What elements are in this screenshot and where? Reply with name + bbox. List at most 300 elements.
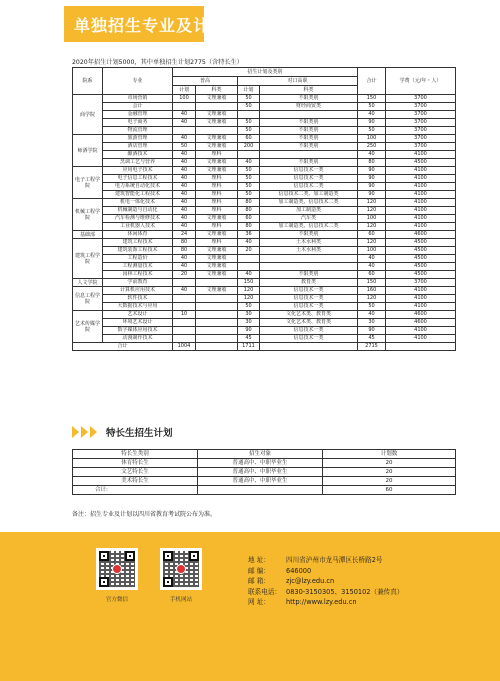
gz-plan-cell: 40 bbox=[173, 207, 196, 215]
special-table-body bbox=[73, 459, 456, 486]
college-cell: 建筑工程学院 bbox=[73, 239, 103, 279]
gz-plan-cell: 40 bbox=[173, 255, 196, 263]
col-college: 院系 bbox=[73, 68, 103, 95]
gz-category-cell bbox=[196, 103, 238, 111]
fee-cell: 4100 bbox=[386, 151, 456, 159]
dk-category-cell: 土木水利类 bbox=[260, 239, 358, 247]
table-row bbox=[73, 151, 456, 159]
total-cell: 60 bbox=[358, 231, 386, 239]
dk-category-cell: 土木水利类 bbox=[260, 247, 358, 255]
gz-plan-cell: 40 bbox=[173, 151, 196, 159]
fee-cell: 4600 bbox=[386, 231, 456, 239]
table-row bbox=[73, 95, 456, 103]
contact-line bbox=[248, 586, 403, 597]
special-col-category: 特长生类别 bbox=[73, 450, 198, 459]
dk-category-cell: 教育类 bbox=[260, 279, 358, 287]
dk-plan-cell bbox=[238, 111, 260, 119]
gz-plan-cell: 40 bbox=[173, 175, 196, 183]
gz-plan-cell: 40 bbox=[173, 135, 196, 143]
fee-cell: 4100 bbox=[386, 175, 456, 183]
table-row bbox=[73, 477, 456, 486]
table-row bbox=[73, 311, 456, 319]
major-cell: 酒店管理 bbox=[103, 143, 173, 151]
table-row bbox=[73, 111, 456, 119]
dk-plan-cell: 30 bbox=[238, 311, 260, 319]
dk-category-cell: 不限类别 bbox=[260, 127, 358, 135]
major-cell: 数字媒体应用技术 bbox=[103, 327, 173, 335]
dk-category-cell: 文化艺术类、教育类 bbox=[260, 319, 358, 327]
fee-cell: 4600 bbox=[386, 319, 456, 327]
major-cell: 环境艺术设计 bbox=[103, 319, 173, 327]
table-row bbox=[73, 167, 456, 175]
dk-category-cell: 加工制造类、信息技术二类 bbox=[260, 199, 358, 207]
fee-cell: 3700 bbox=[386, 127, 456, 135]
gz-plan-cell: 24 bbox=[173, 231, 196, 239]
table-row bbox=[73, 327, 456, 335]
gz-plan-cell: 40 bbox=[173, 191, 196, 199]
col-dk-cat: 科类 bbox=[260, 86, 358, 95]
gz-category-cell bbox=[196, 303, 238, 311]
contact-value: 646000 bbox=[286, 566, 312, 575]
total-cell: 45 bbox=[358, 335, 386, 343]
dk-category-cell: 不限类别 bbox=[260, 271, 358, 279]
major-cell: 酿酒技术 bbox=[103, 151, 173, 159]
college-cell: 商学院 bbox=[73, 95, 103, 135]
contact-info bbox=[248, 554, 403, 607]
dk-plan-cell: 50 bbox=[238, 191, 260, 199]
total-cell: 60 bbox=[358, 271, 386, 279]
gz-category-cell: 文理兼收 bbox=[196, 119, 238, 127]
major-cell: 工业机器人技术 bbox=[103, 223, 173, 231]
major-cell: 动漫制作技术 bbox=[103, 335, 173, 343]
chevron-arrows-icon bbox=[72, 426, 100, 438]
dk-plan-cell: 40 bbox=[238, 239, 260, 247]
major-cell: 计算机应用技术 bbox=[103, 287, 173, 295]
dk-category-cell: 信息技术一类 bbox=[260, 175, 358, 183]
total-cell: 50 bbox=[358, 103, 386, 111]
gz-category-cell: 文理兼收 bbox=[196, 95, 238, 103]
special-col-target: 招生对象 bbox=[198, 450, 323, 459]
mobile-site-qr-code bbox=[160, 548, 202, 590]
table-row bbox=[73, 335, 456, 343]
dk-plan-cell: 45 bbox=[238, 335, 260, 343]
col-total: 合计 bbox=[358, 68, 386, 95]
dk-plan-cell bbox=[238, 255, 260, 263]
table-row bbox=[73, 143, 456, 151]
total-cell: 40 bbox=[358, 311, 386, 319]
gz-category-cell bbox=[196, 311, 238, 319]
gz-plan-cell: 100 bbox=[173, 95, 196, 103]
major-cell: 休闲体育 bbox=[103, 231, 173, 239]
dk-category-cell: 汽车类 bbox=[260, 215, 358, 223]
sum-empty-cell bbox=[260, 343, 358, 351]
dk-category-cell: 信息技术一类 bbox=[260, 295, 358, 303]
contact-key: 邮 箱： bbox=[248, 577, 270, 585]
fee-cell: 3700 bbox=[386, 103, 456, 111]
special-plan-table bbox=[72, 449, 456, 495]
major-cell: 建筑智能化工程技术 bbox=[103, 191, 173, 199]
dk-plan-cell: 80 bbox=[238, 207, 260, 215]
dk-category-cell: 信息技术一类 bbox=[260, 167, 358, 175]
total-cell: 40 bbox=[358, 255, 386, 263]
table-row bbox=[73, 183, 456, 191]
total-cell: 100 bbox=[358, 135, 386, 143]
table-row bbox=[73, 159, 456, 167]
table-row bbox=[73, 263, 456, 271]
fee-cell: 3700 bbox=[386, 95, 456, 103]
table-row bbox=[73, 127, 456, 135]
special-category-cell: 体育特长生 bbox=[73, 459, 198, 468]
wechat-qr-code bbox=[96, 548, 138, 590]
contact-value[interactable]: http://www.lzy.edu.cn bbox=[286, 598, 357, 606]
table-row bbox=[73, 459, 456, 468]
major-cell: 金融管理 bbox=[103, 111, 173, 119]
special-count-cell: 20 bbox=[323, 477, 456, 486]
dk-plan-cell bbox=[238, 263, 260, 271]
gz-plan-cell bbox=[173, 103, 196, 111]
gz-category-cell: 文理兼收 bbox=[196, 135, 238, 143]
col-plan-group: 招生计划及类别 bbox=[173, 68, 358, 77]
major-cell: 艺术设计 bbox=[103, 311, 173, 319]
dk-plan-cell: 20 bbox=[238, 247, 260, 255]
dk-plan-cell bbox=[238, 151, 260, 159]
col-gz-plan: 计划 bbox=[173, 86, 196, 95]
major-cell: 学前教育 bbox=[103, 279, 173, 287]
col-major: 专业 bbox=[103, 68, 173, 95]
contact-value: zjc@lzy.edu.cn bbox=[286, 577, 335, 585]
dk-category-cell: 不限类别 bbox=[260, 95, 358, 103]
fee-cell: 4500 bbox=[386, 263, 456, 271]
mobile-site-qr-label: 手机网站 bbox=[169, 597, 192, 603]
total-cell: 40 bbox=[358, 151, 386, 159]
dk-category-cell: 信息技术二类、加工制造类 bbox=[260, 191, 358, 199]
major-cell: 软件技术 bbox=[103, 295, 173, 303]
sum-empty-cell bbox=[386, 343, 456, 351]
major-cell: 机械制造与自动化 bbox=[103, 207, 173, 215]
gz-category-cell bbox=[196, 319, 238, 327]
fee-cell: 4500 bbox=[386, 159, 456, 167]
college-cell: 电子工程学院 bbox=[73, 167, 103, 199]
total-cell: 150 bbox=[358, 279, 386, 287]
special-sum-empty bbox=[198, 486, 323, 495]
gz-category-cell: 理科 bbox=[196, 207, 238, 215]
fee-cell: 4100 bbox=[386, 327, 456, 335]
gz-category-cell bbox=[196, 279, 238, 287]
fee-cell: 3700 bbox=[386, 279, 456, 287]
dk-category-cell: 不限类别 bbox=[260, 119, 358, 127]
dk-plan-cell: 50 bbox=[238, 175, 260, 183]
total-cell: 90 bbox=[358, 167, 386, 175]
gz-plan-cell bbox=[173, 335, 196, 343]
gz-category-cell: 文理兼收 bbox=[196, 287, 238, 295]
major-cell: 电子商务 bbox=[103, 119, 173, 127]
gz-category-cell: 文理兼收 bbox=[196, 159, 238, 167]
gz-plan-cell bbox=[173, 295, 196, 303]
fee-cell: 4100 bbox=[386, 167, 456, 175]
table-row bbox=[73, 239, 456, 247]
table-row bbox=[73, 135, 456, 143]
special-sum-row bbox=[73, 486, 456, 495]
table-row bbox=[73, 247, 456, 255]
dk-category-cell bbox=[260, 255, 358, 263]
plan-sum-row bbox=[73, 343, 456, 351]
total-cell: 40 bbox=[358, 111, 386, 119]
gz-category-cell: 理科 bbox=[196, 239, 238, 247]
dk-plan-cell: 120 bbox=[238, 295, 260, 303]
special-count-cell: 20 bbox=[323, 468, 456, 477]
gz-category-cell: 文理兼收 bbox=[196, 167, 238, 175]
total-cell: 80 bbox=[358, 159, 386, 167]
major-cell: 电子信息工程技术 bbox=[103, 175, 173, 183]
special-title: 特长生招生计划 bbox=[106, 428, 173, 439]
gz-category-cell: 文理兼收 bbox=[196, 215, 238, 223]
dk-plan-cell: 50 bbox=[238, 167, 260, 175]
table-row bbox=[73, 271, 456, 279]
contact-line bbox=[248, 554, 403, 565]
total-cell: 90 bbox=[358, 175, 386, 183]
plan-table-body bbox=[73, 95, 456, 343]
table-row bbox=[73, 303, 456, 311]
table-row bbox=[73, 191, 456, 199]
gz-category-cell: 文理兼收 bbox=[196, 271, 238, 279]
special-category-cell: 美术特长生 bbox=[73, 477, 198, 486]
col-gz-cat: 科类 bbox=[196, 86, 238, 95]
table-row bbox=[73, 215, 456, 223]
major-cell: 烹调工艺与营养 bbox=[103, 159, 173, 167]
gz-category-cell bbox=[196, 327, 238, 335]
total-cell: 150 bbox=[358, 95, 386, 103]
table-row bbox=[73, 207, 456, 215]
sum-empty-cell bbox=[196, 343, 238, 351]
dk-plan-cell: 50 bbox=[238, 119, 260, 127]
fee-cell: 4600 bbox=[386, 311, 456, 319]
dk-plan-cell: 60 bbox=[238, 135, 260, 143]
table-row bbox=[73, 287, 456, 295]
dk-plan-cell: 90 bbox=[238, 327, 260, 335]
special-target-cell: 普通高中、中职毕业生 bbox=[198, 477, 323, 486]
dk-plan-cell: 36 bbox=[238, 231, 260, 239]
dk-plan-cell: 50 bbox=[238, 103, 260, 111]
gz-category-cell: 理科 bbox=[196, 199, 238, 207]
wechat-qr-label: 官方微信 bbox=[105, 597, 128, 603]
gz-category-cell bbox=[196, 295, 238, 303]
gz-plan-cell: 40 bbox=[173, 119, 196, 127]
gz-category-cell: 理科 bbox=[196, 175, 238, 183]
major-cell: 大数据技术与应用 bbox=[103, 303, 173, 311]
gz-plan-cell: 20 bbox=[173, 271, 196, 279]
fee-cell: 4500 bbox=[386, 255, 456, 263]
col-dk-plan: 计划 bbox=[238, 86, 260, 95]
fee-cell: 4100 bbox=[386, 303, 456, 311]
fee-cell: 4100 bbox=[386, 191, 456, 199]
sum-dk-plan: 1711 bbox=[238, 343, 260, 351]
dk-plan-cell: 80 bbox=[238, 199, 260, 207]
dk-category-cell: 加工制造类 bbox=[260, 207, 358, 215]
special-sum-label: 合计: bbox=[73, 486, 198, 495]
gz-category-cell: 文理兼收 bbox=[196, 111, 238, 119]
fee-cell: 4500 bbox=[386, 247, 456, 255]
gz-plan-cell: 40 bbox=[173, 287, 196, 295]
note-text: 备注：招生专业及计划以四川省教育考试院公布为准。 bbox=[72, 511, 217, 518]
fee-cell: 4100 bbox=[386, 335, 456, 343]
fee-cell: 3700 bbox=[386, 111, 456, 119]
dk-category-cell: 信息技术一类 bbox=[260, 287, 358, 295]
gz-plan-cell bbox=[173, 319, 196, 327]
dk-plan-cell: 50 bbox=[238, 183, 260, 191]
table-row bbox=[73, 255, 456, 263]
total-cell: 120 bbox=[358, 239, 386, 247]
gz-plan-cell: 10 bbox=[173, 311, 196, 319]
gz-plan-cell: 40 bbox=[173, 183, 196, 191]
contact-line bbox=[248, 596, 403, 607]
fee-cell: 4100 bbox=[386, 183, 456, 191]
dk-plan-cell: 150 bbox=[238, 279, 260, 287]
fee-cell: 4100 bbox=[386, 287, 456, 295]
total-cell: 30 bbox=[358, 319, 386, 327]
gz-category-cell: 理科 bbox=[196, 191, 238, 199]
total-cell: 120 bbox=[358, 295, 386, 303]
special-target-cell: 普通高中、中职毕业生 bbox=[198, 468, 323, 477]
fee-cell: 4500 bbox=[386, 271, 456, 279]
table-row bbox=[73, 295, 456, 303]
gz-category-cell: 文理兼收 bbox=[196, 263, 238, 271]
college-cell: 信息工程学院 bbox=[73, 287, 103, 311]
dk-plan-cell: 40 bbox=[238, 271, 260, 279]
dk-category-cell: 信息技术一类 bbox=[260, 303, 358, 311]
special-target-cell: 普通高中、中职毕业生 bbox=[198, 459, 323, 468]
college-cell: 人文学院 bbox=[73, 279, 103, 287]
dk-plan-cell: 50 bbox=[238, 95, 260, 103]
college-cell: 艺术传媒学院 bbox=[73, 311, 103, 343]
major-cell: 会计 bbox=[103, 103, 173, 111]
contact-key: 联系电话： bbox=[248, 587, 281, 596]
total-cell: 120 bbox=[358, 207, 386, 215]
dk-plan-cell: 60 bbox=[238, 215, 260, 223]
fee-cell: 4100 bbox=[386, 207, 456, 215]
dk-category-cell: 财经商贸类 bbox=[260, 103, 358, 111]
gz-plan-cell bbox=[173, 279, 196, 287]
dk-plan-cell: 40 bbox=[238, 159, 260, 167]
major-cell: 机电一体化技术 bbox=[103, 199, 173, 207]
major-cell: 市场营销 bbox=[103, 95, 173, 103]
college-cell: 师酒学院 bbox=[73, 135, 103, 167]
table-row bbox=[73, 468, 456, 477]
dk-plan-cell: 50 bbox=[238, 303, 260, 311]
dk-plan-cell: 120 bbox=[238, 287, 260, 295]
contact-value: 四川省泸州市龙马潭区长桥路2号 bbox=[286, 556, 383, 564]
gz-plan-cell: 40 bbox=[173, 215, 196, 223]
table-row bbox=[73, 319, 456, 327]
contact-key: 网 址： bbox=[248, 598, 270, 606]
gz-plan-cell: 40 bbox=[173, 167, 196, 175]
total-cell: 90 bbox=[358, 119, 386, 127]
total-cell: 120 bbox=[358, 199, 386, 207]
dk-category-cell bbox=[260, 263, 358, 271]
fee-cell: 4100 bbox=[386, 215, 456, 223]
sum-label: 合计 bbox=[73, 343, 173, 351]
total-cell: 90 bbox=[358, 191, 386, 199]
table-row bbox=[73, 223, 456, 231]
table-row bbox=[73, 119, 456, 127]
dk-category-cell bbox=[260, 151, 358, 159]
header-title-block bbox=[64, 6, 228, 42]
gz-category-cell bbox=[196, 335, 238, 343]
sum-gz-plan: 1004 bbox=[173, 343, 196, 351]
dk-category-cell: 加工制造类、信息技术二类 bbox=[260, 223, 358, 231]
contact-value: 0830-3150305、3150102（兼传真） bbox=[286, 587, 404, 596]
dk-plan-cell: 30 bbox=[238, 319, 260, 327]
col-dk: 对口高职 bbox=[238, 77, 358, 86]
intro-text: 2020年招生计划5000，其中单独招生计划2775（含特长生） bbox=[72, 59, 243, 66]
special-sum-value: 60 bbox=[323, 486, 456, 495]
gz-category-cell: 文理兼收 bbox=[196, 143, 238, 151]
major-cell: 汽车检测与维修技术 bbox=[103, 215, 173, 223]
dk-category-cell: 不限类别 bbox=[260, 159, 358, 167]
dk-plan-cell: 200 bbox=[238, 143, 260, 151]
total-cell: 90 bbox=[358, 183, 386, 191]
total-cell: 250 bbox=[358, 143, 386, 151]
gz-plan-cell: 40 bbox=[173, 111, 196, 119]
gz-category-cell: 理科 bbox=[196, 183, 238, 191]
total-cell: 100 bbox=[358, 215, 386, 223]
gz-category-cell: 理科 bbox=[196, 151, 238, 159]
contact-key: 地 址： bbox=[248, 556, 270, 564]
gz-category-cell: 理科 bbox=[196, 223, 238, 231]
sum-total: 2715 bbox=[358, 343, 386, 351]
dk-category-cell: 信息技术一类 bbox=[260, 327, 358, 335]
contact-line bbox=[248, 575, 403, 586]
gz-plan-cell: 80 bbox=[173, 247, 196, 255]
dk-plan-cell: 50 bbox=[238, 127, 260, 135]
gz-plan-cell: 40 bbox=[173, 199, 196, 207]
col-gz: 普高 bbox=[173, 77, 238, 86]
total-cell: 90 bbox=[358, 327, 386, 335]
gz-plan-cell bbox=[173, 327, 196, 335]
major-cell: 建筑装饰工程技术 bbox=[103, 247, 173, 255]
table-row bbox=[73, 199, 456, 207]
fee-cell: 4500 bbox=[386, 239, 456, 247]
special-count-cell: 20 bbox=[323, 459, 456, 468]
gz-category-cell bbox=[196, 127, 238, 135]
gz-plan-cell bbox=[173, 303, 196, 311]
dk-plan-cell: 80 bbox=[238, 223, 260, 231]
table-row bbox=[73, 231, 456, 239]
gz-plan-cell: 40 bbox=[173, 223, 196, 231]
major-cell: 园林工程技术 bbox=[103, 271, 173, 279]
fee-cell: 3700 bbox=[386, 135, 456, 143]
major-cell: 电力系统自动化技术 bbox=[103, 183, 173, 191]
total-cell: 50 bbox=[358, 127, 386, 135]
major-cell: 工程测量技术 bbox=[103, 263, 173, 271]
gz-plan-cell: 50 bbox=[173, 143, 196, 151]
major-cell: 建筑工程技术 bbox=[103, 239, 173, 247]
col-fee: 学费（元/年・人） bbox=[386, 68, 456, 95]
page-title: 单独招生专业及计划 bbox=[74, 16, 228, 35]
fee-cell: 4100 bbox=[386, 223, 456, 231]
fee-cell: 4100 bbox=[386, 199, 456, 207]
dk-category-cell: 信息技术一类 bbox=[260, 335, 358, 343]
major-cell: 应用电子技术 bbox=[103, 167, 173, 175]
college-cell: 基础部 bbox=[73, 231, 103, 239]
gz-category-cell: 文理兼收 bbox=[196, 255, 238, 263]
gz-category-cell: 文理兼收 bbox=[196, 247, 238, 255]
enrollment-plan-table bbox=[72, 67, 456, 351]
total-cell: 100 bbox=[358, 247, 386, 255]
dk-category-cell: 不限类别 bbox=[260, 135, 358, 143]
gz-plan-cell: 80 bbox=[173, 239, 196, 247]
college-cell: 机械工程学院 bbox=[73, 199, 103, 231]
gz-plan-cell: 40 bbox=[173, 159, 196, 167]
